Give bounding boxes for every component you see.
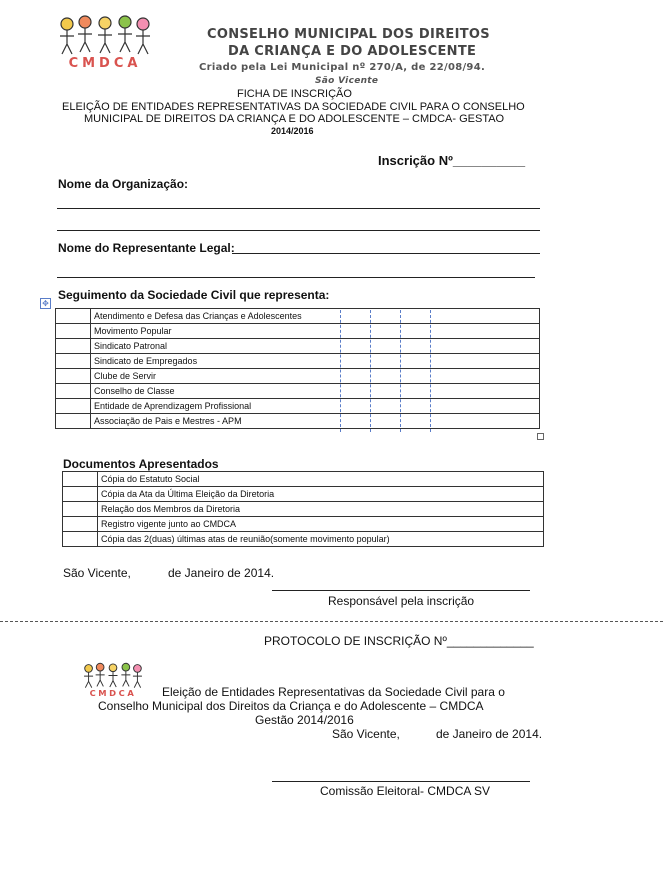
protocol-date: de Janeiro de 2014. <box>436 727 543 741</box>
segment-checkbox[interactable] <box>56 369 91 384</box>
rep-line-2[interactable] <box>57 277 535 278</box>
document-checkbox[interactable] <box>63 472 98 487</box>
header-line2: DA CRIANÇA E DO ADOLESCENTE <box>228 44 477 59</box>
protocol-signature-label: Comissão Eleitoral- CMDCA SV <box>320 784 491 798</box>
document-label-cell: Cópia da Ata da Última Eleição da Diretoria <box>98 487 544 502</box>
document-label-cell: Registro vigente junto ao CMDCA <box>98 517 544 532</box>
form-subtitle3: 2014/2016 <box>271 126 314 136</box>
rep-label: Nome do Representante Legal: <box>58 241 235 255</box>
segment-checkbox[interactable] <box>56 354 91 369</box>
org-label: Nome da Organização: <box>58 177 189 191</box>
cmdca-logo <box>55 14 155 70</box>
table-row[interactable] <box>63 502 544 517</box>
document-label-cell: Cópia das 2(duas) últimas atas de reunião(somente movimento popular) <box>98 532 544 547</box>
table-row[interactable] <box>63 472 544 487</box>
logo-letters: CMDCA <box>68 56 142 70</box>
rep-line-1[interactable] <box>232 253 540 254</box>
form-date: de Janeiro de 2014. <box>168 566 275 580</box>
protocol-text2: Conselho Municipal dos Direitos da Criança e do Adolescente – CMDCA <box>98 699 484 713</box>
segment-label-cell: Sindicato Patronal <box>91 339 540 354</box>
cmdca-logo-small <box>80 662 146 698</box>
protocol-title: PROTOCOLO DE INSCRIÇÃO Nº_____________ <box>264 634 534 648</box>
header-line1: CONSELHO MUNICIPAL DOS DIREITOS <box>207 27 490 42</box>
form-subtitle2: MUNICIPAL DE DIREITOS DA CRIANÇA E DO ADOLESCENTE – CMDCA- GESTAO <box>84 113 505 125</box>
document-label-cell: Cópia do Estatuto Social <box>98 472 544 487</box>
form-city: São Vicente, <box>63 566 131 580</box>
org-line-1[interactable] <box>57 208 540 209</box>
document-label-cell: Relação dos Membros da Diretoria <box>98 502 544 517</box>
header-line4: São Vicente <box>315 76 379 86</box>
segment-checkbox[interactable] <box>56 309 91 324</box>
document-checkbox[interactable] <box>63 532 98 547</box>
protocol-text3: Gestão 2014/2016 <box>255 713 354 727</box>
document-checkbox[interactable] <box>63 502 98 517</box>
org-line-2[interactable] <box>57 230 540 231</box>
table-resize-handle-icon[interactable] <box>537 433 544 440</box>
segment-label-cell: Movimento Popular <box>91 324 540 339</box>
segment-checkbox[interactable] <box>56 384 91 399</box>
form-signature-line[interactable] <box>272 590 530 591</box>
table-row[interactable] <box>63 517 544 532</box>
document-checkbox[interactable] <box>63 487 98 502</box>
table-row[interactable] <box>63 487 544 502</box>
documents-table <box>62 471 544 547</box>
segment-checkbox[interactable] <box>56 324 91 339</box>
document-checkbox[interactable] <box>63 517 98 532</box>
form-title: FICHA DE INSCRIÇÃO <box>237 88 352 100</box>
protocol-text1: Eleição de Entidades Representativas da Sociedade Civil para o <box>162 685 505 699</box>
segment-checkbox[interactable] <box>56 414 91 429</box>
logo-letters-small: CMDCA <box>89 688 137 698</box>
inscricao-number[interactable]: Inscrição Nº__________ <box>378 153 526 168</box>
table-gridlines <box>255 310 495 432</box>
protocol-city: São Vicente, <box>332 727 400 741</box>
protocol-signature-line[interactable] <box>272 781 530 782</box>
segment-label-cell: Atendimento e Defesa das Crianças e Adolescentes <box>91 309 540 324</box>
segment-label-cell: Sindicato de Empregados <box>91 354 540 369</box>
cut-line <box>0 621 663 622</box>
segment-checkbox[interactable] <box>56 339 91 354</box>
form-signature-label: Responsável pela inscrição <box>328 594 475 608</box>
segment-label-cell: Entidade de Aprendizagem Profissional <box>91 399 540 414</box>
segment-label-cell: Conselho de Classe <box>91 384 540 399</box>
docs-label: Documentos Apresentados <box>63 457 219 471</box>
table-move-handle-icon[interactable]: ✥ <box>40 298 51 309</box>
form-subtitle1: ELEIÇÃO DE ENTIDADES REPRESENTATIVAS DA SOCIEDADE CIVIL PARA O CONSELHO <box>62 101 525 113</box>
header-line3: Criado pela Lei Municipal nº 270/A, de 22/08/94. <box>199 62 486 73</box>
segment-checkbox[interactable] <box>56 399 91 414</box>
table-row[interactable] <box>63 532 544 547</box>
segment-label-cell: Clube de Servir <box>91 369 540 384</box>
segment-label-cell: Associação de Pais e Mestres - APM <box>91 414 540 429</box>
segment-label: Seguimento da Sociedade Civil que representa: <box>58 288 330 302</box>
